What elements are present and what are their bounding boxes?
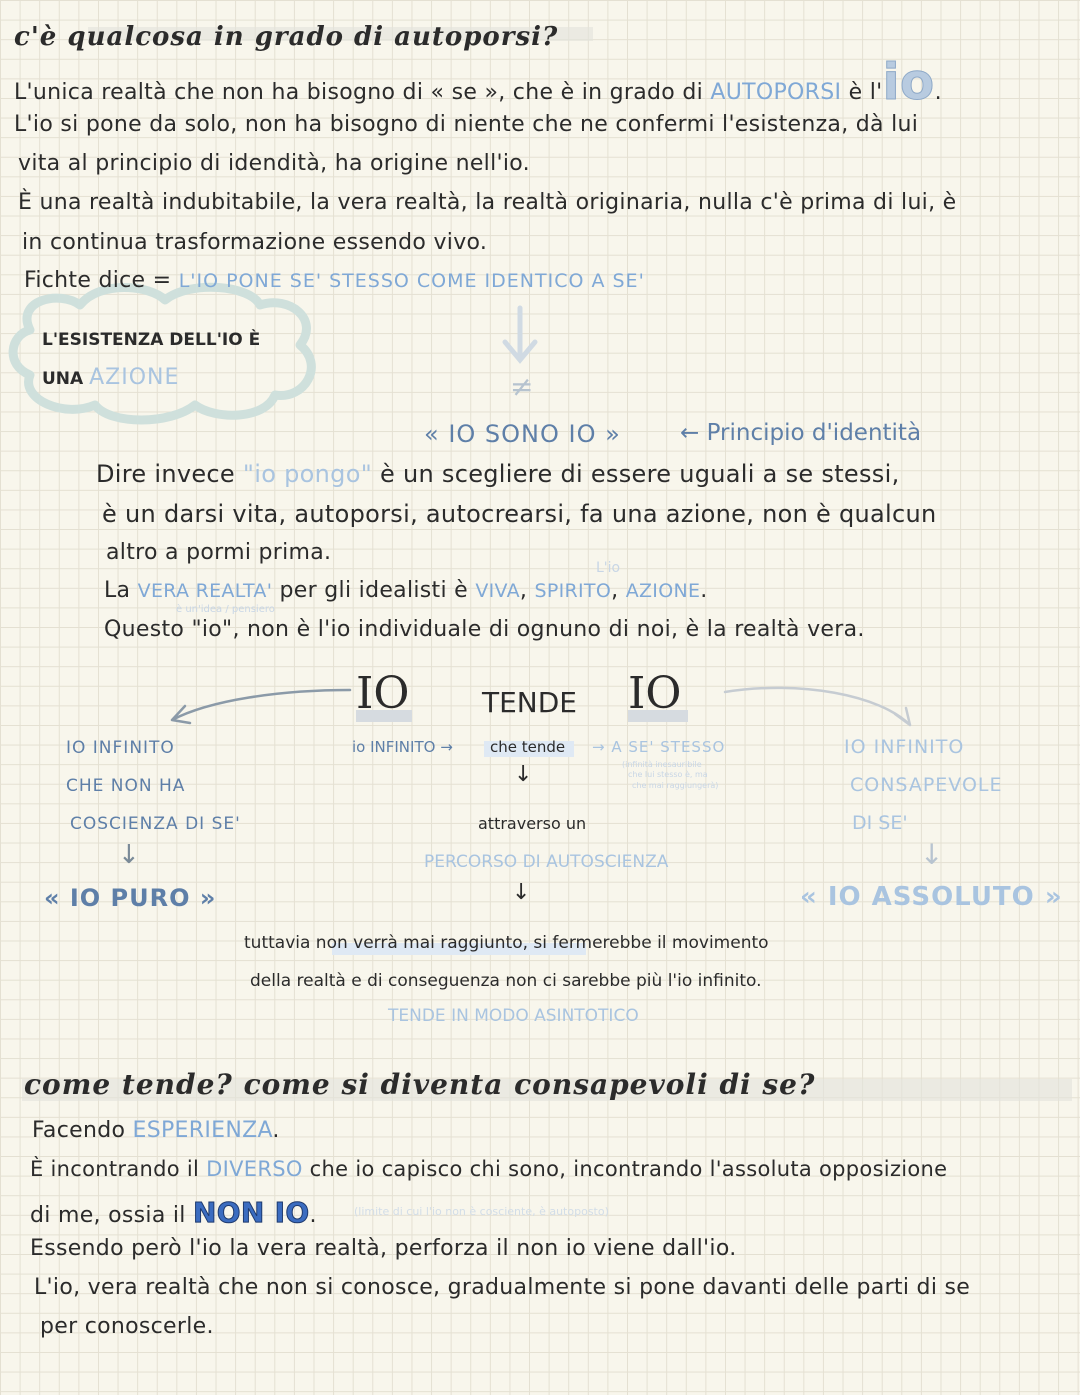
paragraph-12: Essendo però l'io la vera realtà, perforza il non io viene dall'io.: [30, 1236, 737, 1261]
fichte-label: Fichte dice =: [24, 268, 179, 293]
tende-io-left: IO: [356, 668, 410, 719]
paragraph-6a: [96, 460, 900, 488]
paragraph-10: [30, 1157, 947, 1181]
cloud-line-1: L'ESISTENZA DELL'IO È: [42, 330, 261, 350]
tende-io-right: IO: [628, 668, 682, 719]
p9-end: .: [272, 1118, 280, 1143]
tende-word: TENDE: [482, 686, 577, 719]
center-a-se-stesso: → A SE' STESSO: [592, 738, 726, 756]
p1-text: L'unica realtà che non ha bisogno di « se », che è in grado di: [14, 80, 711, 105]
percorso-autoscienza: PERCORSO DI AUTOSCIENZA: [424, 852, 669, 872]
right-col-arrow: ↓: [920, 838, 944, 871]
center-note-3: che mai raggiungerà): [632, 781, 719, 790]
right-col-line-2: CONSAPEVOLE: [850, 774, 1003, 796]
tuttavia-line: [244, 933, 769, 953]
curve-arrow-left: [172, 690, 350, 723]
center-che-tende: che tende: [490, 738, 566, 756]
tuttavia-highlight: non verrà mai raggiunto: [315, 933, 523, 953]
spirito-keyword: SPIRITO: [534, 580, 612, 602]
p7-end: .: [700, 578, 708, 603]
tuttavia-c: , si fermerebbe il movimento: [522, 933, 769, 953]
center-io-infinito: io INFINITO →: [352, 738, 453, 756]
tende-asintotico: TENDE IN MODO ASINTOTICO: [388, 1006, 639, 1026]
question-heading: c'è qualcosa in grado di autoporsi?: [14, 22, 559, 52]
p6a-text: Dire invece: [96, 460, 243, 488]
cloud-line-2: [42, 365, 179, 390]
paragraph-2: L'io si pone da solo, non ha bisogno di niente che ne confermi l'esistenza, dà lui: [14, 112, 919, 137]
p10-text-c: che io capisco chi sono, incontrando l'assoluta opposizione: [302, 1157, 948, 1181]
principio-identita: ← Principio d'identità: [680, 420, 922, 446]
left-col-line-3: COSCIENZA DI SE': [70, 814, 241, 834]
cloud-azione: AZIONE: [89, 365, 180, 390]
vera-realta: VERA REALTA': [137, 580, 273, 602]
paragraph-4: È una realtà indubitabile, la vera realtà, la realtà originaria, nulla c'è prima di lui, è: [18, 190, 957, 215]
p1-end: .: [934, 80, 942, 105]
tuttavia-a: tuttavia: [244, 933, 316, 953]
diverso-keyword: DIVERSO: [206, 1157, 303, 1181]
left-col-arrow: ↓: [118, 840, 140, 870]
paragraph-6c: altro a pormi prima.: [106, 540, 332, 565]
azione-keyword: AZIONE: [625, 580, 701, 602]
center-attraverso: attraverso un: [478, 814, 587, 833]
not-equal-sign: ≠: [510, 370, 534, 403]
p8-text-c: , non è l'io individuale di ognuno di noi, è la realtà vera.: [232, 617, 865, 642]
left-col-line-2: CHE NON HA: [66, 776, 186, 796]
center-note-1: (infinità inesauribile: [622, 760, 702, 769]
center-arrow-1: ↓: [514, 762, 533, 787]
p7-sep-1: ,: [519, 578, 535, 603]
cloud-una: UNA: [42, 369, 90, 389]
paragraph-9: [32, 1118, 280, 1143]
p8-text: Questo: [104, 617, 192, 642]
left-col-line-1: IO INFINITO: [66, 738, 175, 758]
right-col-line-3: DI SE': [852, 812, 908, 834]
p7-text: per gli idealisti è: [272, 578, 476, 603]
center-arrow-2: ↓: [512, 880, 531, 905]
non-io-keyword: NON IO: [193, 1196, 310, 1229]
p11-text: di me, ossia il: [30, 1203, 194, 1228]
io-pongo: "io pongo": [242, 460, 373, 488]
non-io-note: (limite di cui l'io non è cosciente, è autoposto): [354, 1205, 609, 1218]
paragraph-6b: è un darsi vita, autoporsi, autocrearsi, fa una azione, non è qualcun: [102, 500, 937, 528]
p9-text: Facendo: [32, 1118, 133, 1143]
note-idea: è un'idea / pensiero: [176, 604, 275, 615]
p7-sep-2: ,: [611, 578, 626, 603]
esperienza-keyword: ESPERIENZA: [132, 1118, 273, 1143]
paragraph-11: [30, 1196, 317, 1229]
io-quote: "io": [191, 617, 233, 642]
io-assoluto: « IO ASSOLUTO »: [800, 882, 1063, 912]
paragraph-5: in continua trasformazione essendo vivo.: [22, 230, 488, 255]
p1-text-b: è l': [841, 80, 883, 105]
note-lio: L'io: [596, 560, 621, 576]
paragraph-3: vita al principio di idendità, ha origine nell'io.: [18, 151, 530, 176]
cloud-shape: [13, 287, 311, 420]
paragraph-8: [104, 617, 865, 642]
io-sono-io: « IO SONO IO »: [424, 420, 621, 448]
p11-end: .: [309, 1203, 317, 1228]
io-big: io: [882, 53, 935, 111]
viva-keyword: VIVA: [475, 580, 520, 602]
fichte-quote: L'IO PONE SE' STESSO COME IDENTICO A SE': [178, 270, 645, 292]
down-arrow-faded: [505, 308, 535, 360]
autoporsi-keyword: AUTOPORSI: [710, 80, 842, 105]
paragraph-7: [104, 578, 708, 603]
conseguenza-line: della realtà e di conseguenza non ci sarebbe più l'io infinito.: [250, 971, 762, 991]
paragraph-1: [14, 53, 942, 111]
paragraph-13: L'io, vera realtà che non si conosce, gradualmente si pone davanti delle parti di se: [34, 1275, 971, 1300]
right-col-line-1: IO INFINITO: [844, 736, 965, 758]
p6a-text-c: è un scegliere di essere uguali a se stessi,: [372, 460, 900, 488]
center-note-2: che lui stesso è, ma: [628, 770, 708, 779]
paragraph-14: per conoscerle.: [40, 1314, 214, 1339]
question-heading-2: come tende? come si diventa consapevoli di se?: [24, 1068, 816, 1101]
p7-la: La: [104, 578, 138, 603]
fichte-line: [24, 268, 645, 293]
curve-arrow-right: [725, 688, 910, 725]
io-puro: « IO PURO »: [44, 884, 217, 912]
p10-text: È incontrando il: [30, 1157, 207, 1181]
